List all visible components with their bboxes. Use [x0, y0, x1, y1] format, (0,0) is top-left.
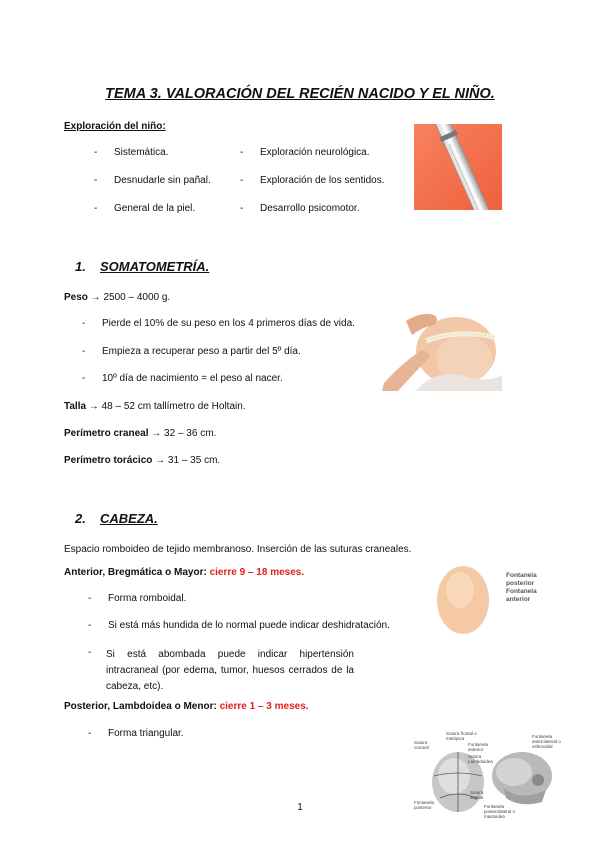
section-heading-somatometria: 1. SOMATOMETRÍA.: [75, 259, 210, 274]
skull-label: Fontanela anterolateral o esfenoidal: [532, 734, 561, 749]
list-item: - Exploración de los sentidos.: [240, 175, 385, 186]
baby-head-measure-image: [376, 305, 502, 391]
exploracion-heading: Exploración del niño:: [64, 121, 166, 132]
perimetro-craneal-line: Perímetro craneal → 32 – 36 cm.: [64, 428, 217, 439]
list-item: - Si está más hundida de lo normal puede indicar deshidratación.: [88, 620, 390, 631]
list-item: - Forma romboidal.: [88, 593, 187, 604]
fontanela-anterior-label: Fontanela anterior: [506, 588, 537, 603]
fontanela-posterior-label: Fontanela posterior: [506, 572, 537, 587]
fontanela-head-image: [433, 560, 503, 646]
list-item: - Exploración neurológica.: [240, 147, 370, 158]
fontanela-posterior-line: Posterior, Lambdoidea o Menor: cierre 1 – 3 meses.: [64, 701, 309, 712]
skull-label: Sutura sagital: [470, 790, 484, 800]
skull-label: Fontanela posterolateral o mastoidea: [484, 804, 516, 819]
skull-label: Sutura Lambdoidea: [468, 754, 493, 764]
talla-line: Talla → 48 – 52 cm tallímetro de Holtain.: [64, 401, 246, 412]
page-title: TEMA 3. VALORACIÓN DEL RECIÉN NACIDO Y EL NIÑO.: [105, 86, 495, 102]
peso-line: Peso → 2500 – 4000 g.: [64, 292, 171, 303]
fontanela-anterior-line: Anterior, Bregmática o Mayor: cierre 9 – 18 meses.: [64, 567, 305, 578]
list-item: - General de la piel.: [94, 203, 196, 214]
list-item: - 10º día de nacimiento = el peso al nacer.: [82, 373, 283, 384]
skull-label: Fontanela posterior: [414, 800, 435, 810]
section-heading-cabeza: 2. CABEZA.: [75, 511, 158, 526]
list-item: - Sistemática.: [94, 147, 169, 158]
list-item: - Empieza a recuperar peso a partir del 5º día.: [82, 346, 301, 357]
list-item: - Pierde el 10% de su peso en los 4 primeros días de vida.: [82, 318, 355, 329]
list-item: - Forma triangular.: [88, 728, 184, 739]
page-number: 1: [297, 802, 303, 813]
skull-label: Fontanela anterior: [468, 742, 489, 752]
skull-label: Sutura coronal: [414, 740, 429, 750]
skull-label: Sutura frontal o metópica: [446, 731, 477, 741]
list-item: - Si está abombada puede indicar hipertensión intracraneal (por edema, tumor, huesos cerrados de la cabeza, etc).: [88, 647, 354, 692]
list-item: - Desarrollo psicomotor.: [240, 203, 360, 214]
cabeza-intro: Espacio romboideo de tejido membranoso. Inserción de las suturas craneales.: [64, 544, 412, 555]
tallimetro-image: [414, 124, 502, 210]
perimetro-toracico-line: Perímetro torácico → 31 – 35 cm.: [64, 455, 221, 466]
list-item: - Desnudarle sin pañal.: [94, 175, 211, 186]
